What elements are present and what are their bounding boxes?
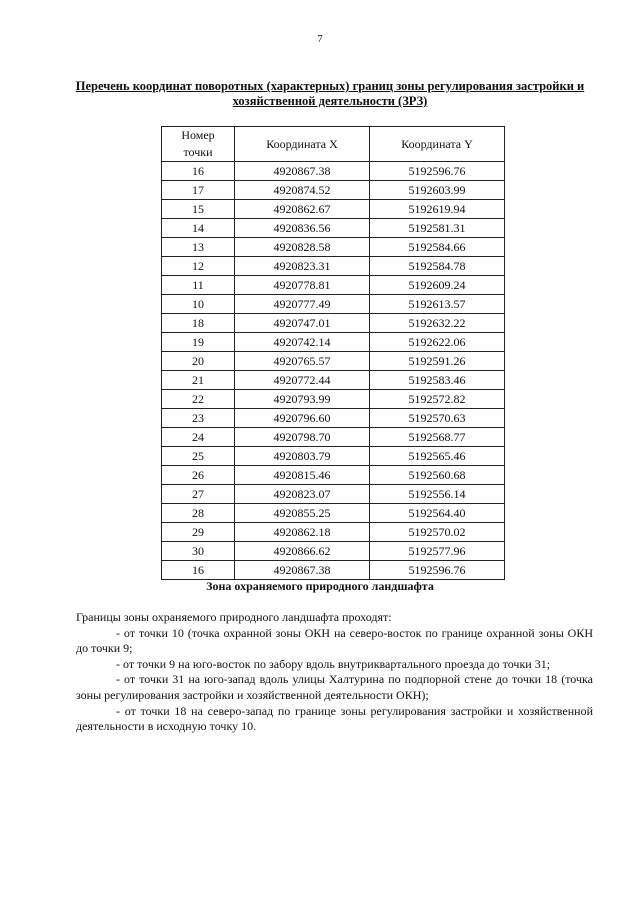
coordinate-x: 4920874.52 xyxy=(235,181,370,200)
table-row xyxy=(162,390,505,409)
table-row xyxy=(162,238,505,257)
coordinate-y: 5192583.46 xyxy=(370,371,505,390)
coordinate-x: 4920765.57 xyxy=(235,352,370,371)
table-row xyxy=(162,428,505,447)
point-number: 18 xyxy=(162,314,235,333)
coordinate-x: 4920742.14 xyxy=(235,333,370,352)
point-number: 16 xyxy=(162,561,235,580)
point-number: 14 xyxy=(162,219,235,238)
coordinate-x: 4920778.81 xyxy=(235,276,370,295)
table-row xyxy=(162,409,505,428)
coordinate-y: 5192570.02 xyxy=(370,523,505,542)
table-row xyxy=(162,257,505,276)
coordinate-x: 4920823.07 xyxy=(235,485,370,504)
header-coordinate-y: Координата Y xyxy=(370,127,505,162)
coordinate-x: 4920855.25 xyxy=(235,504,370,523)
coordinate-y: 5192577.96 xyxy=(370,542,505,561)
coordinate-x: 4920828.58 xyxy=(235,238,370,257)
point-number: 30 xyxy=(162,542,235,561)
document-title: Перечень координат поворотных (характерных) границ зоны регулирования застройки и хозяйственной деятельности (ЗРЗ) xyxy=(75,79,585,108)
coordinate-y: 5192596.76 xyxy=(370,561,505,580)
intro-paragraph: Границы зоны охраняемого природного ландшафта проходят: xyxy=(76,610,392,624)
table-row xyxy=(162,447,505,466)
table-row xyxy=(162,276,505,295)
table-header-row xyxy=(162,127,505,162)
coordinate-x: 4920867.38 xyxy=(235,162,370,181)
coordinate-y: 5192613.57 xyxy=(370,295,505,314)
table-row xyxy=(162,466,505,485)
coordinate-y: 5192609.24 xyxy=(370,276,505,295)
point-number: 23 xyxy=(162,409,235,428)
coordinate-x: 4920793.99 xyxy=(235,390,370,409)
boundary-item: - от точки 31 на юго-запад вдоль улицы Халтурина по подпорной стене до точки 18 (точка зоны регулирования застройки и хозяйственной деятельности ОКН); xyxy=(76,672,593,702)
table-row xyxy=(162,504,505,523)
coordinate-y: 5192632.22 xyxy=(370,314,505,333)
coordinate-y: 5192619.94 xyxy=(370,200,505,219)
table-row xyxy=(162,542,505,561)
point-number: 11 xyxy=(162,276,235,295)
coordinate-x: 4920796.60 xyxy=(235,409,370,428)
point-number: 20 xyxy=(162,352,235,371)
coordinate-y: 5192581.31 xyxy=(370,219,505,238)
point-number: 17 xyxy=(162,181,235,200)
coordinate-y: 5192603.99 xyxy=(370,181,505,200)
point-number: 15 xyxy=(162,200,235,219)
boundary-item: - от точки 10 (точка охранной зоны ОКН на северо-восток по границе охранной зоны ОКН до точки 9; xyxy=(76,625,593,656)
coordinate-y: 5192570.63 xyxy=(370,409,505,428)
table-row xyxy=(162,162,505,181)
point-number: 24 xyxy=(162,428,235,447)
coordinate-x: 4920867.38 xyxy=(235,561,370,580)
coordinates-table xyxy=(161,126,505,580)
table-row xyxy=(162,485,505,504)
point-number: 13 xyxy=(162,238,235,257)
table-row xyxy=(162,352,505,371)
coordinate-x: 4920815.46 xyxy=(235,466,370,485)
point-number: 27 xyxy=(162,485,235,504)
coordinate-x: 4920862.67 xyxy=(235,200,370,219)
coordinate-x: 4920866.62 xyxy=(235,542,370,561)
point-number: 26 xyxy=(162,466,235,485)
coordinate-y: 5192556.14 xyxy=(370,485,505,504)
coordinate-y: 5192565.46 xyxy=(370,447,505,466)
coordinate-y: 5192622.06 xyxy=(370,333,505,352)
point-number: 12 xyxy=(162,257,235,276)
coordinate-y: 5192572.82 xyxy=(370,390,505,409)
point-number: 25 xyxy=(162,447,235,466)
coordinate-x: 4920772.44 xyxy=(235,371,370,390)
coordinate-x: 4920803.79 xyxy=(235,447,370,466)
point-number: 19 xyxy=(162,333,235,352)
point-number: 29 xyxy=(162,523,235,542)
coordinate-x: 4920862.18 xyxy=(235,523,370,542)
coordinate-x: 4920798.70 xyxy=(235,428,370,447)
boundary-item: - от точки 9 на юго-восток по забору вдоль внутриквартального проезда до точки 31; xyxy=(116,656,551,671)
coordinate-y: 5192591.26 xyxy=(370,352,505,371)
table-row xyxy=(162,333,505,352)
coordinate-y: 5192560.68 xyxy=(370,466,505,485)
boundary-item: - от точки 18 на северо-запад по границе зоны регулирования застройки и хозяйственной деятельности в исходную точку 10. xyxy=(76,703,593,734)
header-coordinate-x: Координата X xyxy=(235,127,370,162)
table-row xyxy=(162,371,505,390)
point-number: 10 xyxy=(162,295,235,314)
point-number: 28 xyxy=(162,504,235,523)
table-row xyxy=(162,523,505,542)
point-number: 22 xyxy=(162,390,235,409)
coordinate-x: 4920823.31 xyxy=(235,257,370,276)
coordinate-x: 4920777.49 xyxy=(235,295,370,314)
page-number: 7 xyxy=(317,33,323,45)
coordinate-y: 5192564.40 xyxy=(370,504,505,523)
table-row xyxy=(162,200,505,219)
table-row xyxy=(162,219,505,238)
section-heading: Зона охраняемого природного ландшафта xyxy=(206,579,434,593)
boundary-description xyxy=(76,610,593,735)
table-row xyxy=(162,314,505,333)
coordinate-y: 5192584.66 xyxy=(370,238,505,257)
point-number: 16 xyxy=(162,162,235,181)
coordinate-y: 5192568.77 xyxy=(370,428,505,447)
table-row xyxy=(162,295,505,314)
coordinate-x: 4920836.56 xyxy=(235,219,370,238)
coordinate-y: 5192584.78 xyxy=(370,257,505,276)
table-row xyxy=(162,561,505,580)
table-row xyxy=(162,181,505,200)
header-point-number: Номер точки xyxy=(162,127,235,162)
coordinate-x: 4920747.01 xyxy=(235,314,370,333)
point-number: 21 xyxy=(162,371,235,390)
coordinate-y: 5192596.76 xyxy=(370,162,505,181)
